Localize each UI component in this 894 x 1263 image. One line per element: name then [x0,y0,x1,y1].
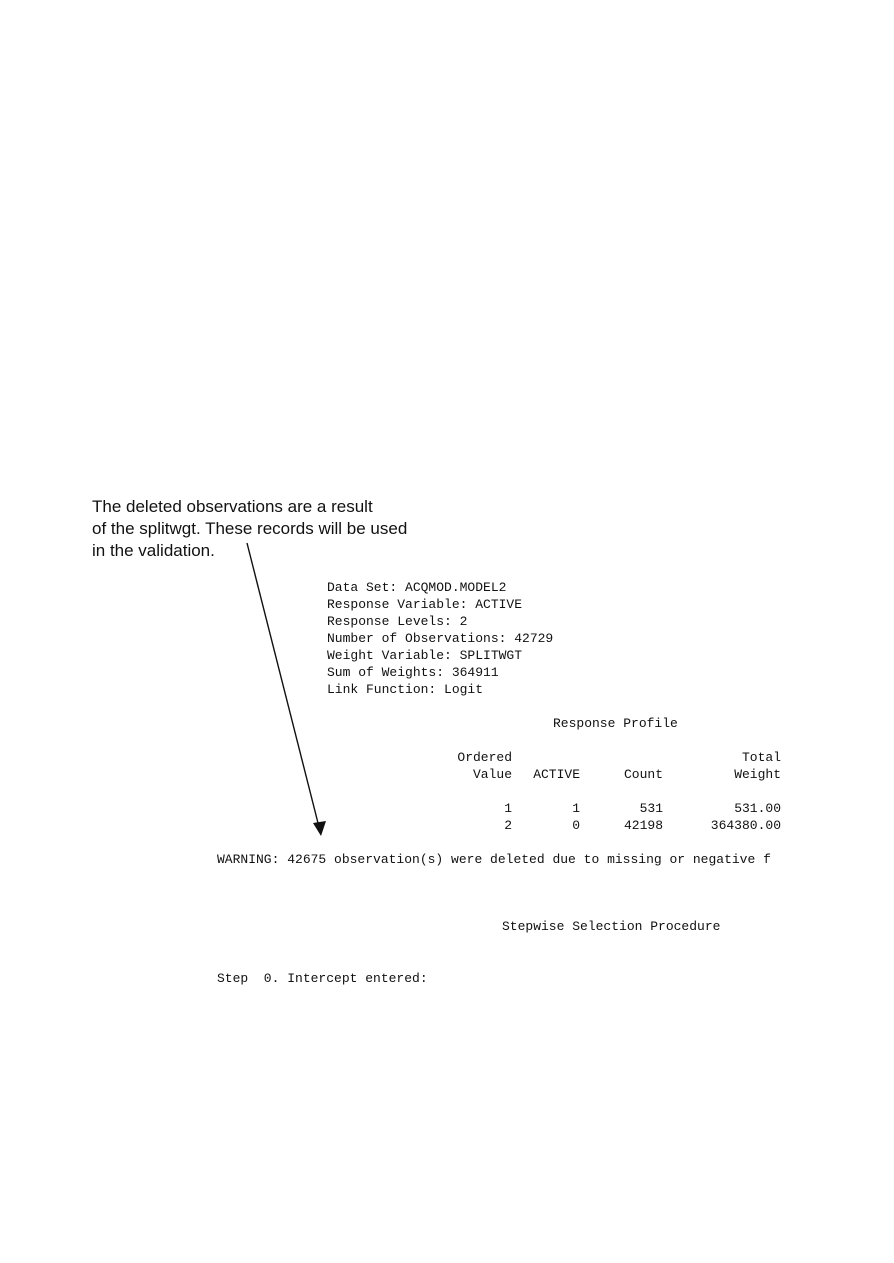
ordered-value-cell: 1 [504,801,512,816]
model-info-block [327,562,553,715]
header-active: ACTIVE [533,767,580,782]
header-weight: Weight [734,767,781,782]
ordered-value-cell: 2 [504,818,512,833]
count-cell: 42198 [623,818,663,833]
header-value: Value [472,767,512,782]
data-set-line: Data Set: ACQMOD.MODEL2 [327,580,507,595]
active-cell: 0 [572,818,580,833]
header-ordered: Ordered [457,750,512,765]
response-profile-title: Response Profile [553,716,678,731]
header-total: Total [741,750,781,765]
count-cell: 531 [639,801,663,816]
annotation-line: in the validation. [92,541,215,560]
table-header-row-1 [440,749,782,766]
total-weight-cell: 364380.00 [710,818,781,833]
active-cell: 1 [572,801,580,816]
header-count: Count [623,767,663,782]
link-function-line: Link Function: Logit [327,682,484,697]
response-variable-line: Response Variable: ACTIVE [327,597,523,612]
table-spacer [440,783,782,800]
sum-of-weights-line: Sum of Weights: 364911 [327,665,499,680]
stepwise-title: Stepwise Selection Procedure [502,919,721,934]
table-row [440,817,782,834]
response-levels-line: Response Levels: 2 [327,614,468,629]
table-header-row-2 [440,766,782,783]
number-of-observations-line: Number of Observations: 42729 [327,631,554,646]
annotation-line: The deleted observations are a result [92,497,373,516]
warning-message: WARNING: 42675 observation(s) were deleted due to missing or negative f [217,852,771,867]
total-weight-cell: 531.00 [734,801,781,816]
table-row [440,800,782,817]
annotation-line: of the splitwgt. These records will be used [92,519,408,538]
step-line: Step 0. Intercept entered: [217,971,428,986]
response-profile-table [440,749,782,834]
weight-variable-line: Weight Variable: SPLITWGT [327,648,523,663]
